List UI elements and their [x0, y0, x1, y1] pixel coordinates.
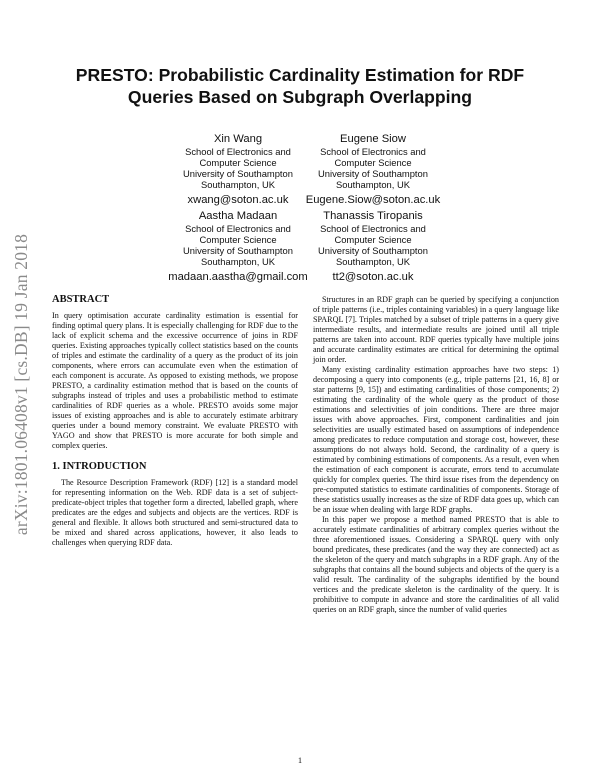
author-name: Aastha Madaan	[198, 210, 278, 222]
author-affiliation: University of Southampton	[318, 245, 428, 256]
page-number: 1	[297, 755, 303, 765]
paper-title-line-2: Queries Based on Subgraph Overlapping	[127, 87, 473, 107]
author-affiliation: Southampton, UK	[335, 179, 410, 190]
author-affiliation: Southampton, UK	[200, 179, 275, 190]
author-block-3	[163, 209, 313, 284]
author-affiliation: Computer Science	[199, 157, 277, 168]
author-email: tt2@soton.ac.uk	[332, 271, 414, 283]
left-column	[52, 295, 298, 548]
author-email: xwang@soton.ac.uk	[187, 194, 289, 206]
author-affiliation: Computer Science	[199, 234, 277, 245]
abstract-heading: ABSTRACT	[52, 294, 110, 305]
author-affiliation: Southampton, UK	[200, 256, 275, 267]
author-affiliation: Computer Science	[334, 234, 412, 245]
author-email: Eugene.Siow@soton.ac.uk	[305, 194, 441, 206]
author-affiliation: University of Southampton	[318, 168, 428, 179]
author-affiliation: School of Electronics and	[185, 146, 291, 157]
body-paragraph: Many existing cardinality estimation approaches have two steps: 1) decomposing a query into components (e.g., triple patterns [21, 16, 8] or star patterns [9, 15]) and estimating cardinalities of those components; 2) estimating the cardinality of the whole query as the product of those estimations and selectivities of join conditions. There are three major issues with above approaches. First, component cardinalities and join selectivities are usually estimated based on assumptions of independence among predicates to reduce computation and storage cost, however, these assumptions do not always hold. Second, the cardinality of a query is estimated by combining estimations of components. As a result, even when the estimation of each component is accurate, errors tend to accumulate quickly for complex queries. The third issue rises from the dependency on pre-computed statistics to estimate cardinalities of components. Storage of these statistics usually increases as the size of RDF data goes up, which can be an issue when dealing with large RDF graphs.	[313, 365, 559, 514]
author-block-1	[163, 132, 313, 207]
author-affiliation: School of Electronics and	[320, 146, 426, 157]
arxiv-stamp	[2, 214, 42, 554]
paper-title	[60, 64, 540, 108]
arxiv-stamp-text: arXiv:1801.06408v1 [cs.DB] 19 Jan 2018	[11, 233, 32, 535]
introduction-paragraph: The Resource Description Framework (RDF) [12] is a standard model for representing information on the Web. RDF data is a set of subject-predicate-object triples that together form a directed, labelled graph, where predicates are the edges and subjects and objects are the vertices. RDF is general and flexible. It allows both structured and semi-structured data to be mixed and shared across applications, however, it also leads to challenges when querying RDF data.	[52, 478, 298, 547]
author-affiliation: School of Electronics and	[185, 223, 291, 234]
right-column	[313, 295, 559, 615]
author-name: Eugene Siow	[340, 133, 406, 145]
author-block-4	[298, 209, 448, 284]
author-affiliation: Computer Science	[334, 157, 412, 168]
author-affiliation: University of Southampton	[183, 168, 293, 179]
paper-title-line-1: PRESTO: Probabilistic Cardinality Estimation for RDF	[75, 65, 525, 85]
author-block-2	[298, 132, 448, 207]
author-email: madaan.aastha@gmail.com	[168, 271, 308, 283]
abstract-paragraph: In query optimisation accurate cardinality estimation is essential for finding optimal query plans. It is especially challenging for RDF due to the lack of explicit schema and the excessive occurrence of joins in RDF queries. Existing approaches typically collect statistics based on the counts of triples and estimate the cardinality of a query as the product of its join components, where errors can accumulate even when the estimation of each component is accurate. As opposed to existing methods, we propose PRESTO, a cardinality estimation method that is based on the counts of subgraphs instead of triples and uses a probabilistic method to estimate cardinalities of RDF queries as a whole. PRESTO avoids some major issues of existing approaches and is able to accurately estimate arbitrary queries under a bound memory constraint. We evaluate PRESTO with YAGO and show that PRESTO is more accurate for both simple and complex queries.	[52, 311, 298, 450]
body-paragraph: Structures in an RDF graph can be queried by specifying a conjunction of triple patterns (i.e., triples containing variables) in a query language like SPARQL [7]. Triples matched by a subset of triple patterns in a query give intermediate results, and intermediate results are joined until all triple patterns are taken into account. RDF queries typically have multiple joins and accurate cardinality estimates are critical for determining the optimal join order.	[313, 295, 559, 364]
author-affiliation: School of Electronics and	[320, 223, 426, 234]
author-name: Thanassis Tiropanis	[323, 210, 423, 222]
author-affiliation: University of Southampton	[183, 245, 293, 256]
introduction-heading: 1. INTRODUCTION	[52, 461, 147, 472]
body-paragraph: In this paper we propose a method named PRESTO that is able to accurately estimate cardinalities of arbitrary complex queries without the three aforementioned issues. Considering a SPARQL query with only bound predicates, these predicates (and the way they are connected) act as the skeleton of the query and match subgraphs in a RDF graph. Any of the subgraphs that contains all the bound subjects and objects of the query is a valid result. The cardinality of the subgraphs identified by the bound vertices and the predicate skeleton is the cardinality of the query. It is prohibitive to compute in advance and store the cardinalities of all valid queries on an RDF graph, since the number of valid queries	[313, 515, 559, 614]
author-name: Xin Wang	[213, 133, 263, 145]
author-affiliation: Southampton, UK	[335, 256, 410, 267]
